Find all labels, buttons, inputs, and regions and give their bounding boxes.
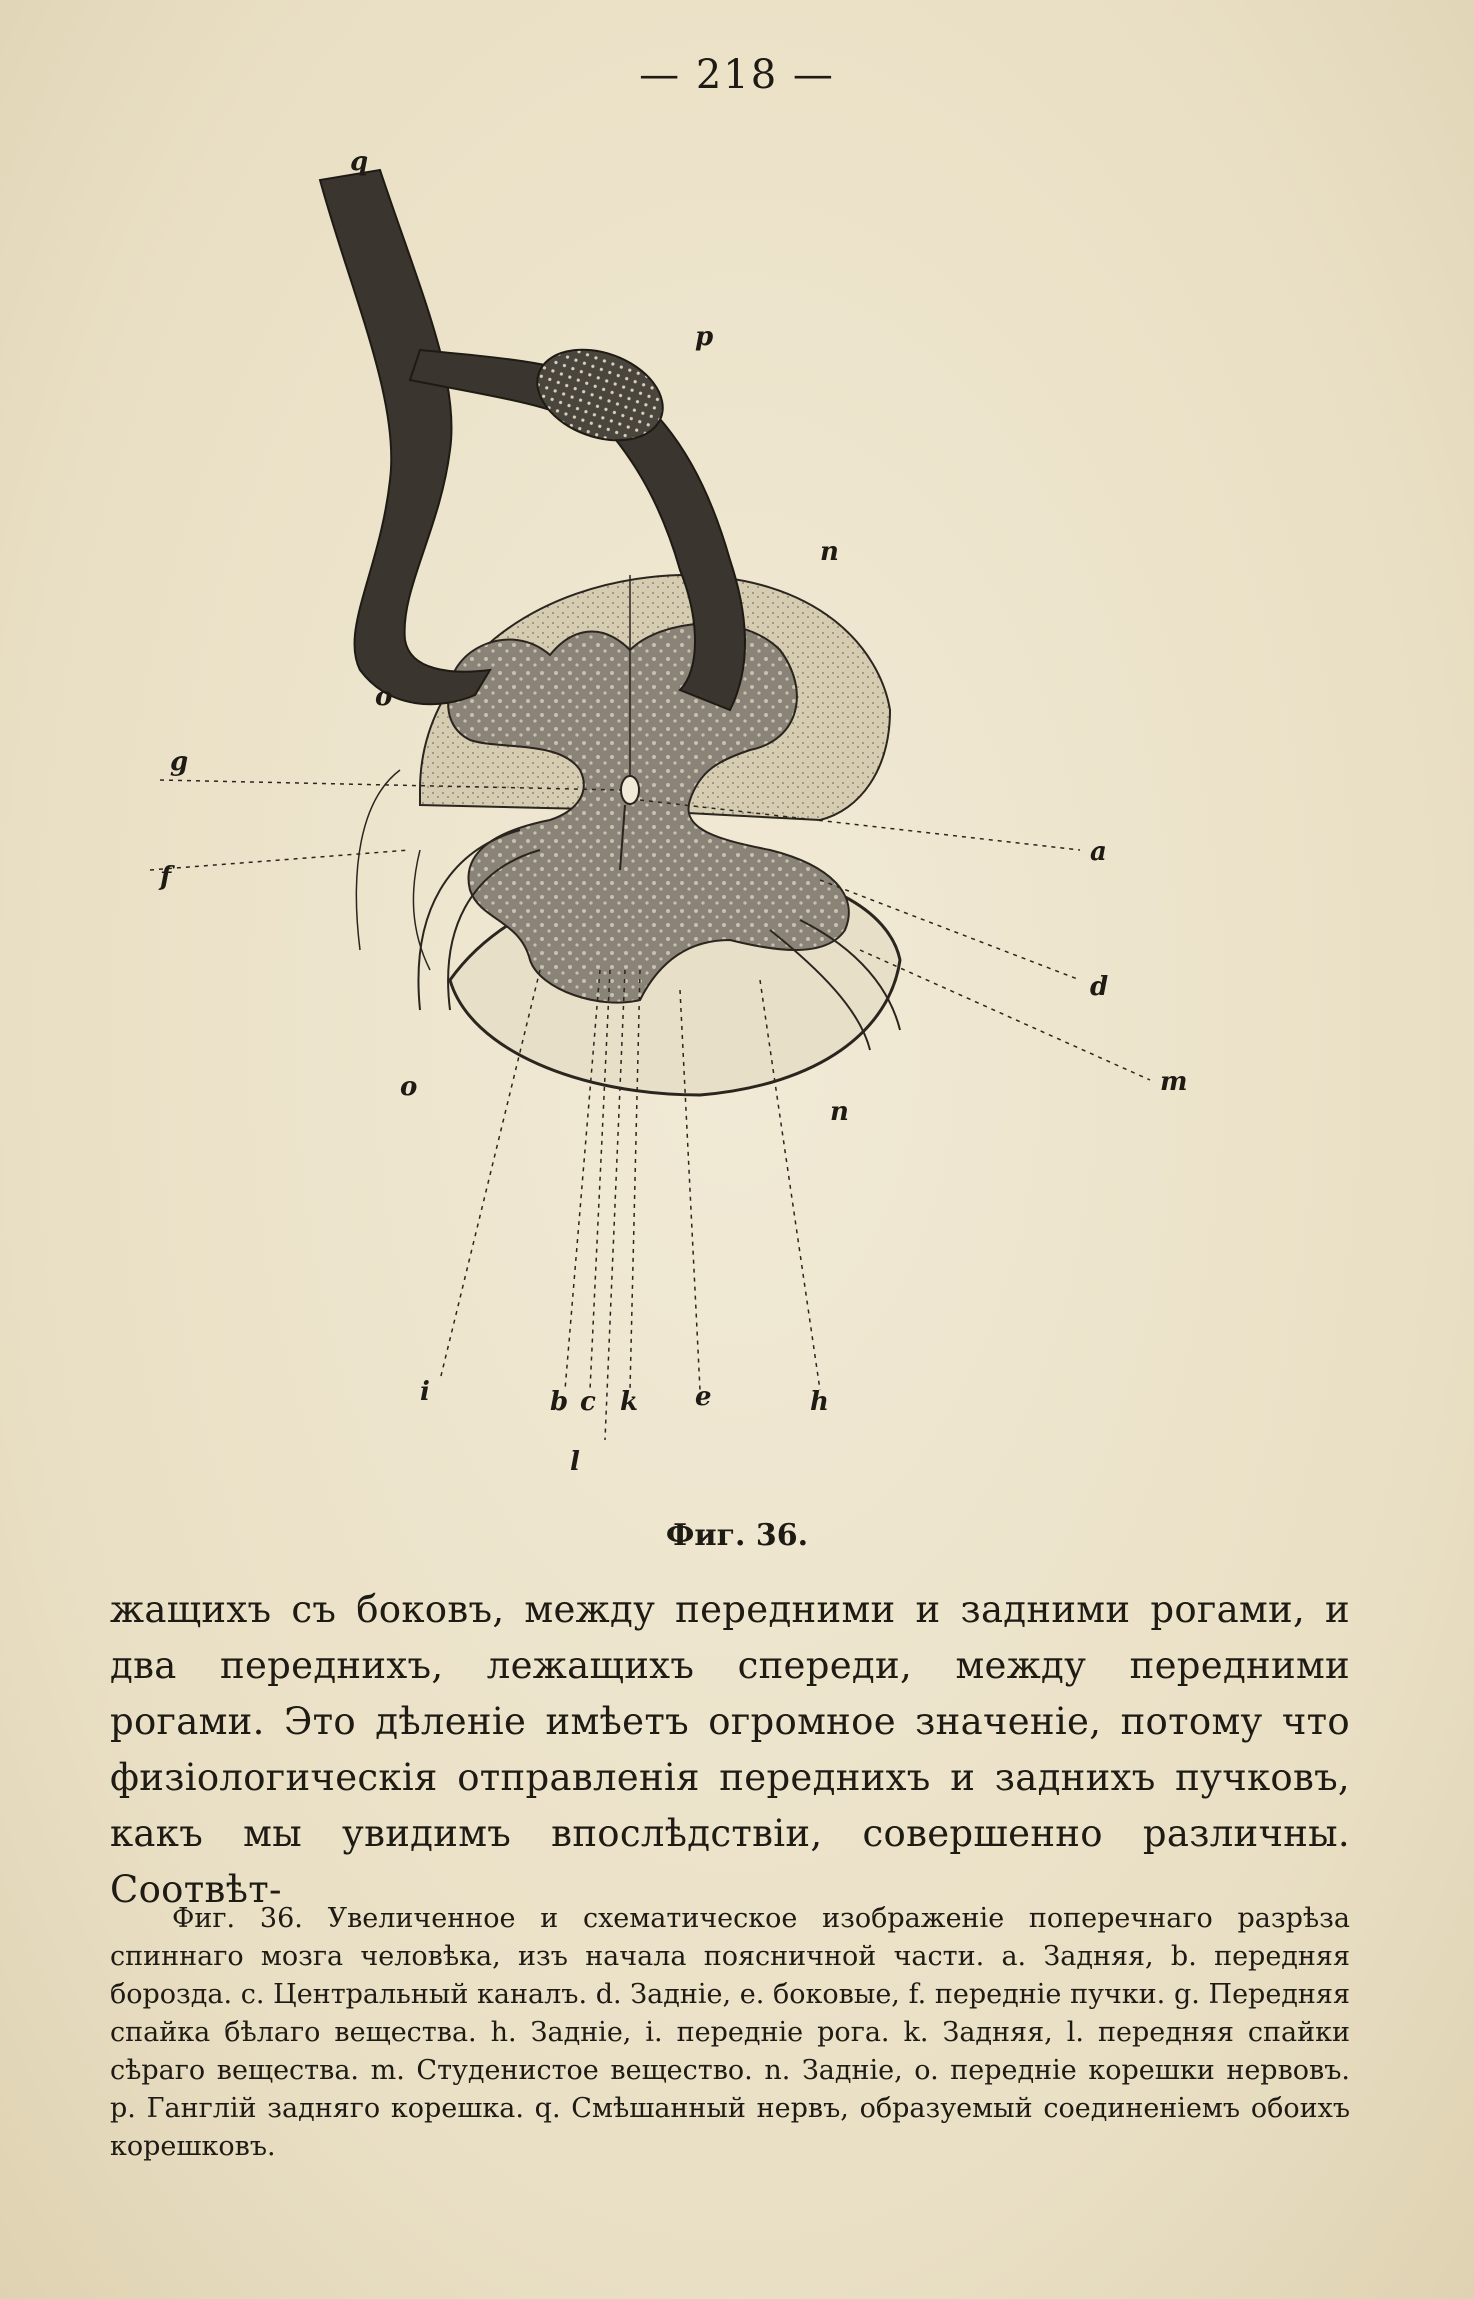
- figure-letter-p: p: [695, 322, 714, 352]
- figure-letter-o-upper: o: [375, 682, 393, 712]
- figure-letter-b: b: [550, 1387, 569, 1417]
- figure-letter-n-lower: n: [830, 1097, 849, 1127]
- figure-letter-f: f: [160, 862, 172, 892]
- spinal-cord-figure: [160, 147, 1200, 1510]
- figure-label: Фиг. 36.: [665, 1518, 809, 1553]
- figure-letter-d: d: [1090, 972, 1109, 1002]
- figure-letter-n-upper: n: [820, 537, 839, 567]
- figure-letter-c: c: [580, 1387, 596, 1417]
- figure-letter-k: k: [620, 1387, 639, 1417]
- outline-lines: [356, 770, 430, 970]
- mixed-nerve: [320, 170, 490, 704]
- body-paragraph: жащихъ съ боковъ, между передними и задними рогами, и два переднихъ, лежащихъ спереди, между передними рогами. Это дѣленіе имѣетъ огромное значеніе, потому что физіологическія отправленія переднихъ и заднихъ пучковъ, какъ мы увидимъ впослѣдствіи, совершенно различны. Соотвѣт-: [110, 1588, 1350, 1911]
- central-canal: [621, 776, 639, 804]
- figure-letter-g: g: [170, 747, 189, 777]
- figure-letter-h: h: [810, 1387, 829, 1417]
- caption-text: Фиг. 36. Увеличенное и схематическое изображеніе поперечнаго разрѣза спиннаго мозга человѣка, изъ начала поясничной части. a. Задняя, b. передняя борозда. c. Центральный каналъ. d. Задніе, e. боковые, f. передніе пучки. g. Передняя спайка бѣлаго вещества. h. Задніе, i. передніе рога. k. Задняя, l. передняя спайки сѣраго вещества. m. Студенистое вещество. n. Задніе, o. передніе корешки нервовъ. p. Ганглій задняго корешка. q. Смѣшанный нервъ, образуемый соединеніемъ обоихъ корешковъ.: [110, 1903, 1350, 2162]
- figure-letter-i: i: [420, 1377, 430, 1407]
- figure-letter-l: l: [570, 1447, 580, 1477]
- figure-letter-m: m: [1160, 1067, 1188, 1097]
- figure-letter-q: q: [350, 147, 369, 177]
- body-text: [110, 1582, 1350, 1918]
- page-number: — 218 —: [639, 52, 835, 98]
- figure-letter-o-lower: o: [400, 1072, 418, 1102]
- figure-caption: [110, 1900, 1350, 2166]
- spinal-cord-illustration: [160, 147, 1200, 1510]
- figure-letter-a: a: [1090, 837, 1107, 867]
- figure-letter-e: e: [695, 1382, 712, 1412]
